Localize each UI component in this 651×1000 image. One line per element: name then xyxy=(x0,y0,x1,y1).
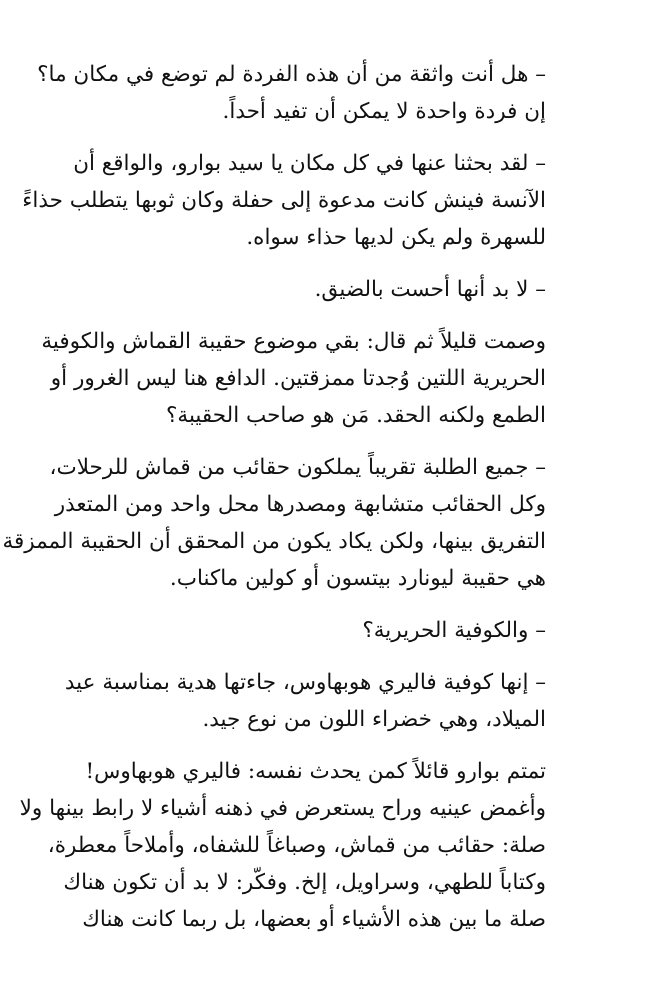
text-line: – إنها كوفية فاليري هوبهاوس، جاءتها هدية بمناسبة عيد xyxy=(64,670,546,695)
text-line: – لا بد أنها أحست بالضيق. xyxy=(314,277,546,302)
paragraph-6 xyxy=(68,612,546,649)
text-line: تمتم بوارو قائلاً كمن يحدث نفسه: فاليري هوبهاوس! xyxy=(85,759,546,784)
paragraph-4 xyxy=(41,323,546,434)
text-line: للسهرة ولم يكن لديها حذاء سواه. xyxy=(246,225,546,250)
text-line: – جميع الطلبة تقريباً يملكون حقائب من قماش للرحلات، xyxy=(49,455,546,480)
text-line: وصمت قليلاً ثم قال: بقي موضوع حقيبة القماش والكوفية xyxy=(41,329,546,354)
paragraph-2 xyxy=(22,145,546,256)
text-line: – لقد بحثنا عنها في كل مكان يا سيد بوارو، والواقع أن xyxy=(73,151,546,176)
text-line: وأغمض عينيه وراح يستعرض في ذهنه أشياء لا رابط بينها ولا xyxy=(19,796,546,821)
text-line: وكل الحقائب متشابهة ومصدرها محل واحد ومن المتعذر xyxy=(54,492,546,517)
text-line: الميلاد، وهي خضراء اللون من نوع جيد. xyxy=(202,707,546,732)
text-line: صلة: حقائب من قماش، وصباغاً للشفاه، وأملاحاً معطرة، xyxy=(47,833,546,858)
text-line: إن فردة واحدة لا يمكن أن تفيد أحداً. xyxy=(222,99,546,124)
text-line: الآنسة فينش كانت مدعوة إلى حفلة وكان ثوبها يتطلب حذاءً xyxy=(22,188,546,213)
paragraph-1 xyxy=(37,56,546,130)
text-line: وكتاباً للطهي، وسراويل، إلخ. وفكّر: لا بد أن تكون هناك xyxy=(63,870,546,895)
text-line: – هل أنت واثقة من أن هذه الفردة لم توضع في مكان ما؟ xyxy=(37,62,546,87)
text-line: التفريق بينها، ولكن يكاد يكون من المحقق أن الحقيبة الممزقة xyxy=(2,529,546,554)
text-line: – والكوفية الحريرية؟ xyxy=(362,618,546,643)
book-page xyxy=(2,56,546,938)
paragraph-5 xyxy=(2,449,546,597)
paragraph-8 xyxy=(19,753,546,938)
paragraph-3 xyxy=(68,271,546,308)
text-line: صلة ما بين هذه الأشياء أو بعضها، بل ربما كانت هناك xyxy=(82,907,546,932)
text-line: الحريرية اللتين وُجدتا ممزقتين. الدافع هنا ليس الغرور أو xyxy=(50,366,546,391)
paragraph-7 xyxy=(64,664,546,738)
text-line: الطمع ولكنه الحقد. مَن هو صاحب الحقيبة؟ xyxy=(166,403,546,428)
text-line: هي حقيبة ليونارد بيتسون أو كولين ماكناب. xyxy=(169,566,546,591)
